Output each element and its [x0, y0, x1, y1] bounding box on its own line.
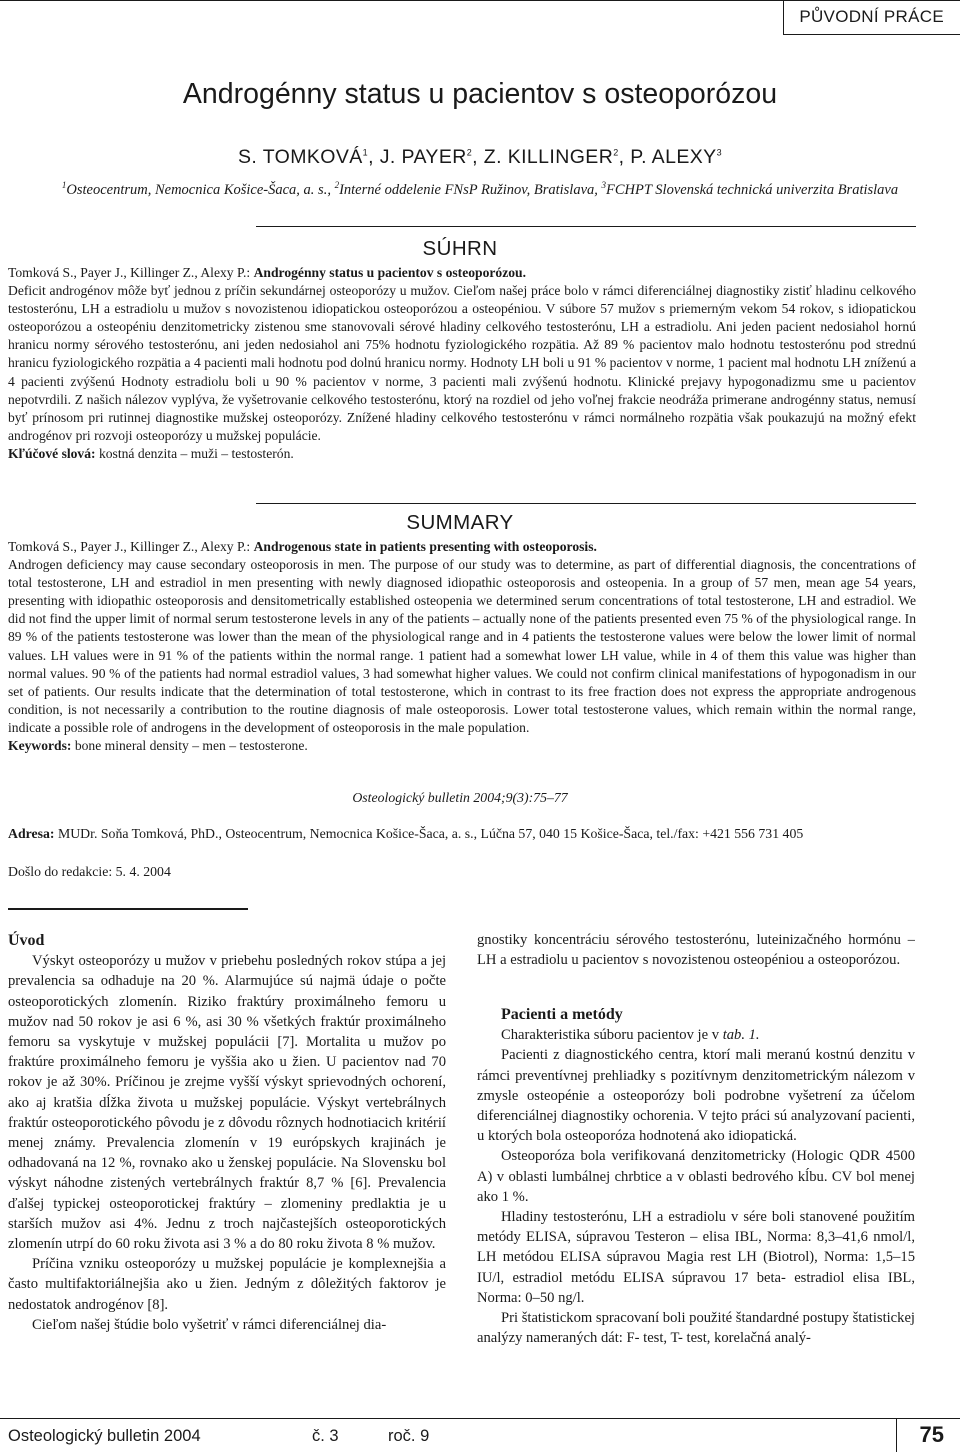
affiliation: Osteocentrum, Nemocnica Košice-Šaca, a. s., — [66, 182, 335, 198]
methods-heading: Pacienti a metódy — [501, 1006, 623, 1023]
address-text: MUDr. Soňa Tomková, PhD., Osteocentrum, Nemocnica Košice-Šaca, a. s., Lúčna 57, 040 15 Košice-Šaca, tel./fax: +421 556 731 405 — [54, 826, 804, 841]
summary-sk-citation — [8, 264, 916, 282]
summary-sk — [8, 264, 916, 463]
author-affil-number: 2 — [613, 147, 619, 158]
summary-en-body: Androgen deficiency may cause secondary osteoporosis in men. The purpose of our study was to determine, as part of differential diagnosis, the concentrations of total testosterone, LH and estradiol in men presenting with newly diagnosed idiopathic osteoporosis and osteopenia. In a group of 57 men, mean age 54 years, presenting with idiopathic osteoporosis and densitometrically established osteopenia we determined serum concentrations of total testosterone, LH and estradiol. We did not find the upper limit of normal serum testosterone levels in any of the patients – actually none of the patients presented even 75 % of the physiological range. In 89 % of the patients testosterone was lower than the mean of the physiological range and in 4 patients the testosterone values were below the lower limit of normal values. LH values were in 91 % of the patients within the normal range. 1 patient had a somewhat lower LH value, while in 4 of them this value was higher than normal values. 90 % of the patients had normal estradiol values, 3 had somewhat higher values. We could not confirm clinical manifestations of hypogonadism in our set of patients. Our results indicate that the determination of total testosterone, which in contrast to its free fraction does not express the appropriate androgenous condition, is not necessarily a contribution to the routine diagnosis of male osteoporosis. Lower total testosterone values, which remain within the normal range, indicate a possible role of androgens in the development of osteoporosis in the male population. — [8, 557, 916, 735]
body-column-right — [477, 930, 915, 1348]
correspondence-address — [8, 826, 916, 842]
affiliations — [0, 182, 960, 199]
body-column-left — [8, 931, 446, 1335]
author-name: J. PAYER — [379, 146, 467, 168]
received-date: Došlo do redakcie: 5. 4. 2004 — [8, 864, 171, 879]
summary-en-heading: SUMMARY — [406, 511, 514, 534]
author-affil-number: 3 — [716, 147, 722, 158]
keywords-label: Keywords: — [8, 738, 72, 754]
journal-citation: Osteologický bulletin 2004;9(3):75–77 — [352, 790, 568, 805]
methods-paragraph: Hladiny testosterónu, LH a estradiolu v sére boli stanovené použitím metódy ELISA, súpravou Testeron – elisa IBL, Norma: 8,3–41,6 nmol/l, LH metódou ELISA súpravou Magia rest LH (Biotrol), Norma: 1,5–15 IU/l, estradiol metódu ELISA súpravou 17 beta- estradiol elisa IBL, Norma: 0–50 ng/l. — [477, 1209, 915, 1306]
affiliation: FCHPT Slovenská technická univerzita Bratislava — [606, 182, 899, 198]
footer-journal: Osteologický bulletin 2004 — [8, 1427, 201, 1445]
table-reference[interactable]: tab. 1. — [722, 1027, 760, 1044]
intro-paragraph-continued — [477, 930, 915, 991]
summary-en — [8, 538, 916, 755]
intro-paragraph: Výskyt osteoporózy u mužov v priebehu posledných rokov stúpa a jej prevalencia sa odhaduje na 20 %. Alarmujúce sú najmä údaje o počte osteoporotických zlomenín. Riziko fraktúry proximálneho femoru u mužov nad 50 rokov je asi 6 %, asi 30 % všetkých fraktúr proximálneho femoru sa vyskytuje v mužskej populácii [7]. Mortalita u mužov po fraktúre proximálneho femoru je vyššia ako u žien. U pacientov nad 70 rokov je až 30%. Príčinou je zrejme vyšší výskyt sprievodných ochorení, ako aj kratšia dĺžka života u mužskej populácie. Výskyt vertebrálnych fraktúr osteoporotického pôvodu je z dôvodu rôznych hodnotiacich kritérií menej známy. Prevalencia zlomenín v 19 európskych krajinách je odhadovaná na 12 %, rovnako ako u ženskej populácie. Na Slovensku bol výskyt náhodne zistených vertebrálnych fraktúr 8,7 % [6]. Prevalencia ďalšej typickej osteoporotickej fraktúry – zlomeniny predlaktia je u starších mužov asi 4%. Jednu z troch najčastejších osteoporotických zlomenín utrpí do 60 roku života asi 3 % a do 80 roku života 8 % mužov. — [8, 953, 446, 1253]
methods-paragraph: Osteoporóza bola verifikovaná denzitometricky (Hologic QDR 4500 A) v oblasti lumbálnej chrbtice a v oblasti bedrového kĺbu. CV bol menej ako 1 %. — [477, 1148, 915, 1205]
intro-paragraph: Cieľom našej štúdie bolo vyšetriť v rámci diferenciálnej dia- — [32, 1316, 387, 1333]
affil-number: 2 — [334, 180, 340, 191]
summary-sk-body: Deficit androgénov môže byť jednou z príčin sekundárnej osteoporózy u mužov. Cieľom našej práce bolo v rámci diferenciálnej diagnostiky zistiť hladinu celkového testosterónu, LH a estradiolu u mužov s novozistenou idiopatickou osteoporózou a osteopéniou. V súbore 57 mužov s priemerným vekom 54 rokov, s idiopatickou osteoporózou a osteopéniu denzitometricky zistenou sme stanovovali sérové hladiny celkového testosterónu, LH a estradiolu. Ani jeden pacient nedosiahol hornú hranicu normy sérového testosterónu, ani jeden nedosiahol ani 75% hodnotu fyziologického rozpätia. Až 89 % pacientov malo hodnotu testosterónu pod strednú hranicu fyziologického rozpätia a 4 pacienti mali hodnotu pod dolnú hranicu normy. Hodnoty LH boli u 91 % pacientov v norme, 1 pacient mal hodnotu LH zníženú a 4 pacienti zvýšenú Hodnoty estradiolu boli u 90 % pacientov v norme, 3 pacienti mali zvýšenú hodnotu. Klinické prejavy hypogonadizmu sme u pacientov nepotvrdili. Z našich nálezov vyplýva, že vyšetrovanie celkového testosterónu, ktorý na rozdiel od jeho voľnej frakcie neodráža primerane androgénny status, nemusí byť prínosom pri rutinnej diagnostike mužskej osteoporózy. Znížené hladiny celkového testosterónu v rámci normálneho rozpätia však poukazujú na možný efekt androgénov pri rozvoji osteoporózy u mužskej populácie. — [8, 283, 916, 443]
affil-number: 3 — [601, 180, 607, 191]
article-title: Androgénny status u pacientov s osteoporózou — [182, 78, 778, 110]
summary-sk-rule — [256, 226, 916, 227]
methods-paragraph — [477, 1025, 915, 1045]
footer-volume: roč. 9 — [388, 1427, 430, 1445]
author-name: S. TOMKOVÁ — [238, 146, 363, 168]
author-name: Z. KILLINGER — [483, 146, 614, 168]
affiliation: Interné oddelenie FNsP Ružinov, Bratislava, — [339, 182, 602, 198]
methods-paragraph: Pri štatistickom spracovaní boli použité štandardné postupy štatistickej analýzy nameraných dát: F- test, T- test, korelačná analý- — [477, 1310, 915, 1347]
keywords-label: Kľúčové slová: — [8, 445, 96, 461]
section-label: PŮVODNÍ PRÁCE — [799, 7, 944, 26]
cite-title: Androgenous state in patients presenting with osteoporosis. — [253, 539, 597, 554]
summary-sk-keywords — [8, 445, 916, 463]
author-list: S. TOMKOVÁ$^1$, J. PAYER$^2$, Z. KILLINGER$^2$, P. ALEXY$^3$ — [238, 146, 722, 168]
keywords: bone mineral density – men – testosterone. — [71, 738, 308, 754]
methods-text: Charakteristika súboru pacientov je v — [501, 1027, 723, 1044]
intro-paragraph: Príčina vzniku osteoporózy u mužskej populácie je komplexnejšia a často multifaktoriálnejšia ako u žien. Jedným z dôležitých faktorov je nedostatok androgénov [8]. — [8, 1256, 446, 1313]
header-rule — [783, 34, 960, 35]
footer-divider — [896, 1418, 897, 1452]
intro-heading: Úvod — [8, 932, 45, 949]
summary-sk-heading: SÚHRN — [422, 237, 498, 260]
summary-en-keywords — [8, 737, 916, 755]
page-number: 75 — [919, 1422, 944, 1447]
summary-en-citation — [8, 538, 916, 556]
footer-issue: č. 3 — [312, 1427, 339, 1445]
cite-title: Androgénny status u pacientov s osteoporózou. — [253, 265, 527, 280]
header-left-rule — [783, 0, 784, 34]
author-name: P. ALEXY — [630, 146, 717, 168]
affil-number: 1 — [61, 180, 67, 191]
intro-continuation-text: gnostiky koncentráciu sérového testosterónu, luteinizačného hormónu – LH a estradiolu u pacientov s novozistenou osteopéniou a osteoporózou. — [477, 932, 915, 969]
footer-rule — [0, 1418, 960, 1419]
author-affil-number: 2 — [466, 147, 473, 158]
cite-authors: Tomková S., Payer J., Killinger Z., Alexy P.: — [8, 265, 254, 280]
methods-paragraph: Pacienti z diagnostického centra, ktorí mali meranú kostnú denzitu v rámci preventívnej prehliadky s pozitívnym denzitometrickým nálezom v zmysle osteopénie a osteoporózy boli podrobne vyšetrení za účelom diferenciálnej diagnostiky ochorenia. V tejto práci sú analyzovaní pacienti, u ktorých bola osteoporóza hodnotená ako idiopatická. — [477, 1047, 915, 1145]
body-top-rule — [8, 908, 248, 910]
author-affil-number: 1 — [362, 147, 369, 158]
keywords: kostná denzita – muži – testosterón. — [95, 445, 294, 461]
summary-en-rule — [256, 503, 916, 504]
address-label: Adresa: — [8, 826, 55, 841]
header-top-rule — [0, 0, 960, 1]
cite-authors: Tomková S., Payer J., Killinger Z., Alexy P.: — [8, 539, 254, 554]
